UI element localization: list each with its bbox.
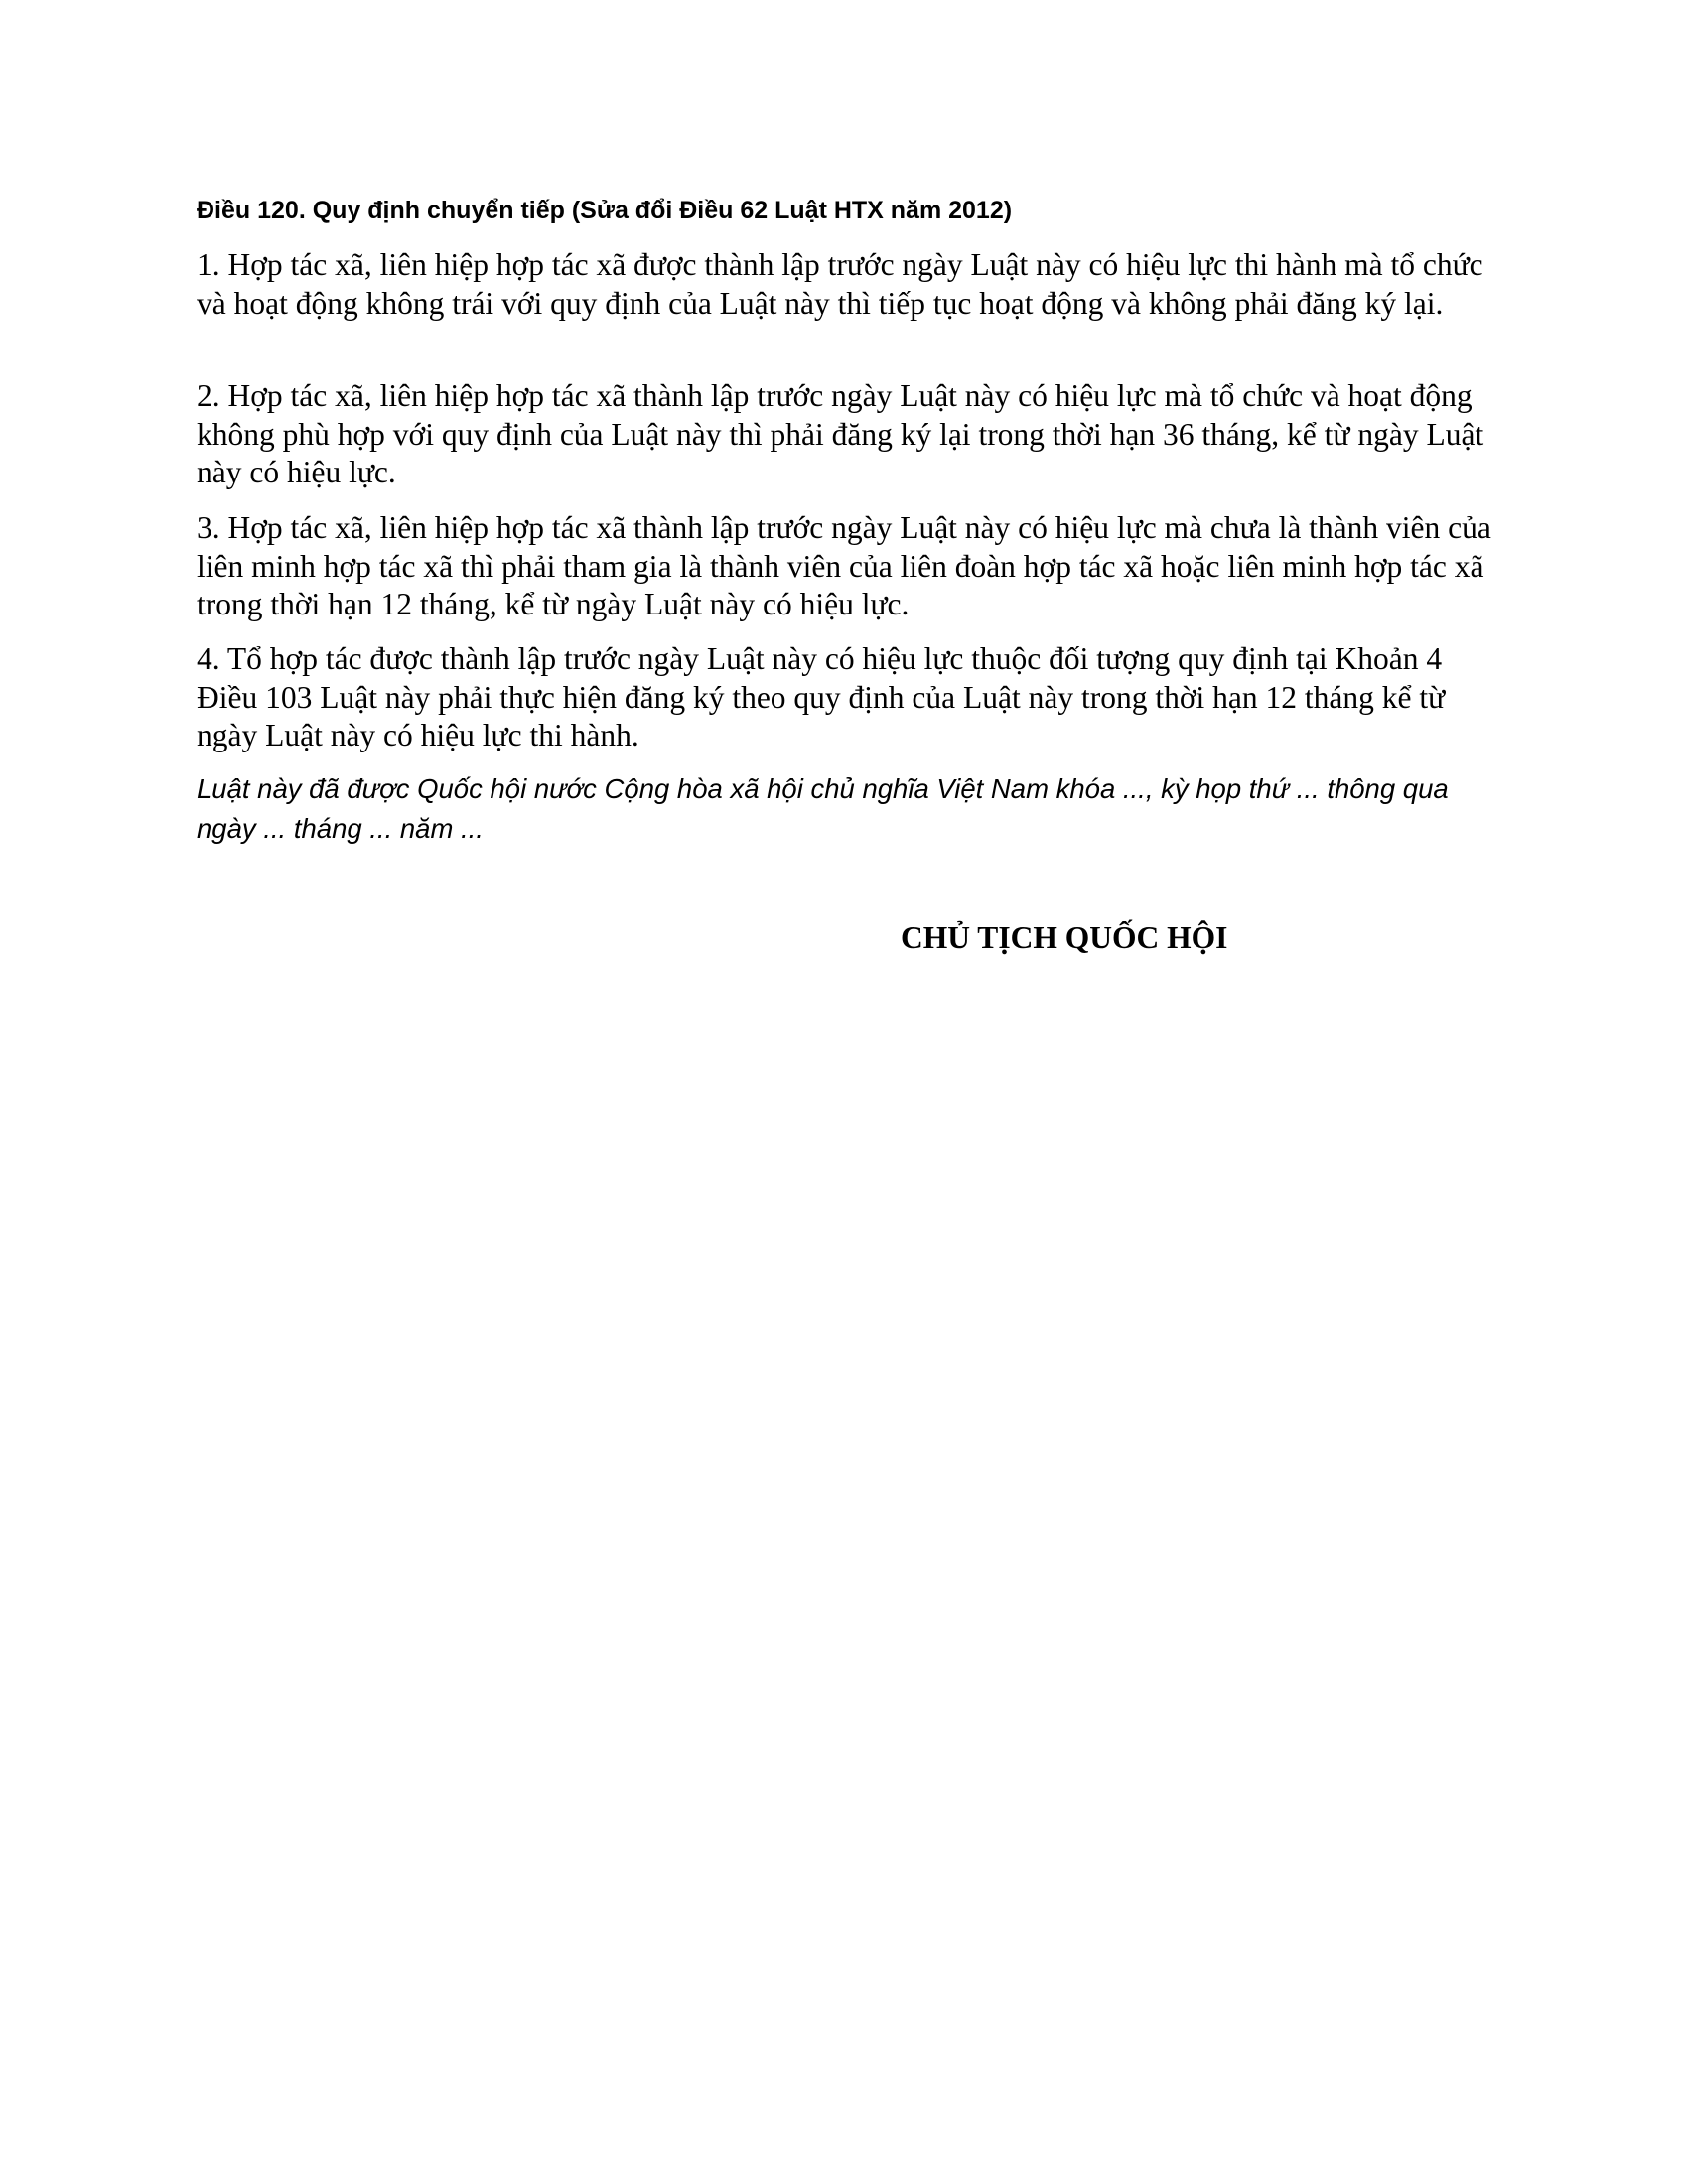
signature-title: CHỦ TỊCH QUỐC HỘI: [901, 920, 1228, 955]
clause-3: 3. Hợp tác xã, liên hiệp hợp tác xã thành lập trước ngày Luật này có hiệu lực mà chưa là thành viên của liên minh hợp tác xã thì phải tham gia là thành viên của liên đoàn hợp tác xã hoặc liên minh hợp tác xã trong thời hạn 12 tháng, kể từ ngày Luật này có hiệu lực.: [197, 510, 1491, 621]
closing-statement: Luật này đã được Quốc hội nước Cộng hòa xã hội chủ nghĩa Việt Nam khóa ..., kỳ họp thứ ... thông qua ngày ... tháng ... năm ...: [197, 773, 1449, 844]
clause-1: 1. Hợp tác xã, liên hiệp hợp tác xã được thành lập trước ngày Luật này có hiệu lực thi hành mà tổ chức và hoạt động không trái với quy định của Luật này thì tiếp tục hoạt động và không phải đăng ký lại.: [197, 247, 1483, 321]
clause-4: 4. Tổ hợp tác được thành lập trước ngày Luật này có hiệu lực thuộc đối tượng quy định tại Khoản 4 Điều 103 Luật này phải thực hiện đăng ký theo quy định của Luật này trong thời hạn 12 tháng kể từ ngày Luật này có hiệu lực thi hành.: [197, 641, 1446, 752]
article-heading: Điều 120. Quy định chuyển tiếp (Sửa đổi Điều 62 Luật HTX năm 2012): [197, 197, 1013, 224]
clause-2: 2. Hợp tác xã, liên hiệp hợp tác xã thành lập trước ngày Luật này có hiệu lực mà tổ chức và hoạt động không phù hợp với quy định của Luật này thì phải đăng ký lại trong thời hạn 36 tháng, kể từ ngày Luật này có hiệu lực.: [197, 378, 1484, 489]
